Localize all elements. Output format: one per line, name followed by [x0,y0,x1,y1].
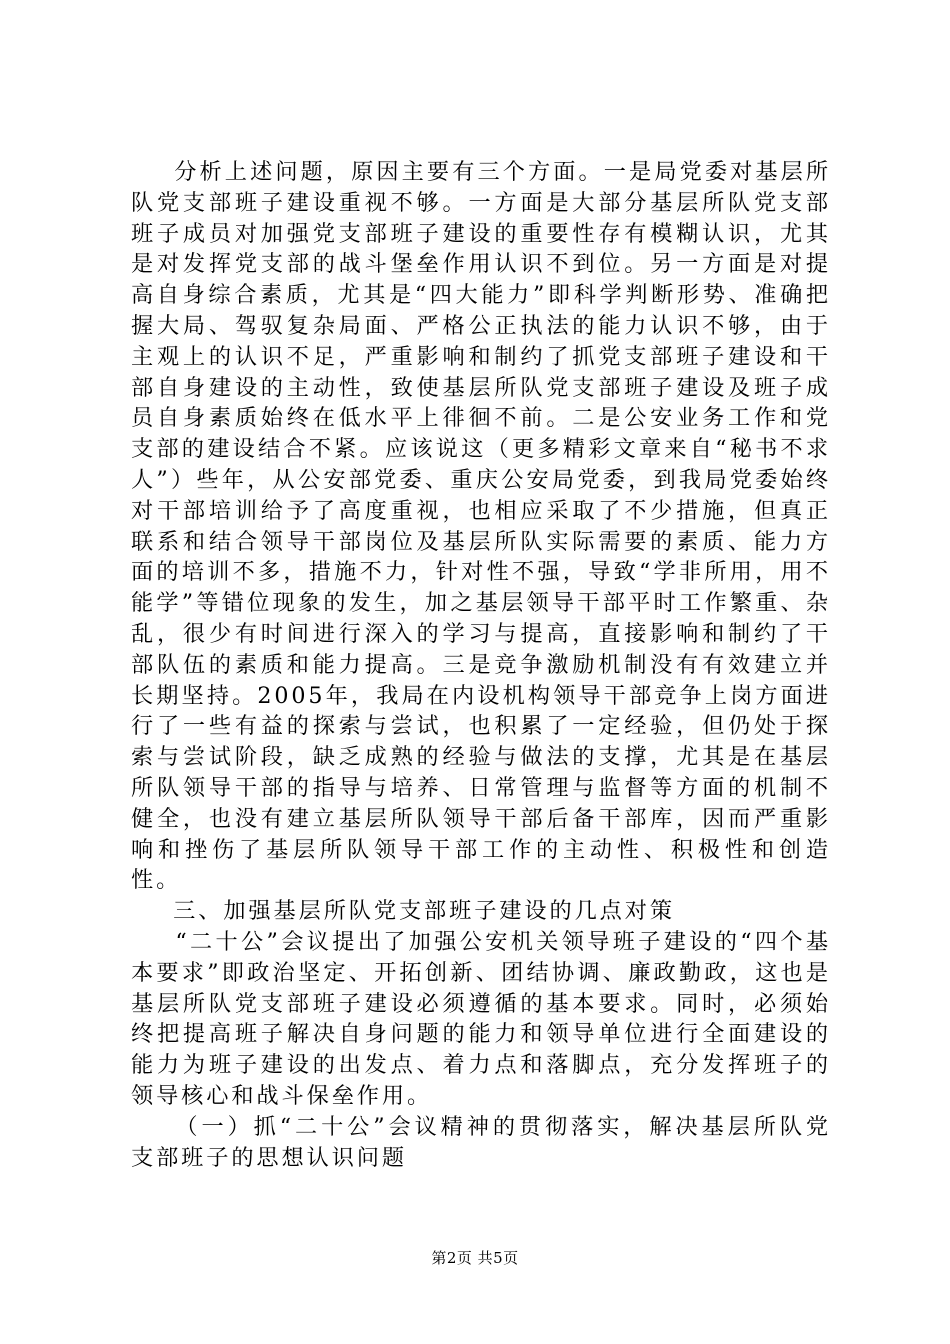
document-body [131,157,831,1173]
analysis-paragraph: 分析上述问题，原因主要有三个方面。一是局党委对基层所队党支部班子建设重视不够。一方面是大部分基层所队党支部班子成员对加强党支部班子建设的重要性存有模糊认识，尤其是对发挥党支部的战斗堡垒作用认识不到位。另一方面是对提高自身综合素质，尤其是“四大能力”即科学判断形势、准确把握大局、驾驭复杂局面、严格公正执法的能力认识不够，由于主观上的认识不足，严重影响和制约了抓党支部班子建设和干部自身建设的主动性，致使基层所队党支部班子建设及班子成员自身素质始终在低水平上徘徊不前。二是公安业务工作和党支部的建设结合不紧。应该说这（更多精彩文章来自“秘书不求人”）些年，从公安部党委、重庆公安局党委，到我局党委始终对干部培训给予了高度重视，也相应采取了不少措施，但真正联系和结合领导干部岗位及基层所队实际需要的素质、能力方面的培训不多，措施不力，针对性不强，导致“学非所用，用不能学”等错位现象的发生，加之基层领导干部平时工作繁重、杂乱，很少有时间进行深入的学习与提高，直接影响和制约了干部队伍的素质和能力提高。三是竞争激励机制没有有效建立并长期坚持。2005年，我局在内设机构领导干部竞争上岗方面进行了一些有益的探索与尝试，也积累了一定经验，但仍处于探索与尝试阶段，缺乏成熟的经验与做法的支撑，尤其是在基层所队领导干部的指导与培养、日常管理与监督等方面的机制不健全，也没有建立基层所队领导干部后备干部库，因而严重影响和挫伤了基层所队领导干部工作的主动性、积极性和创造性。 [131,159,831,894]
section-heading: 三、加强基层所队党支部班子建设的几点对策 [173,898,675,925]
page-number: 第2页 共5页 [431,1249,519,1267]
subsection-heading: （一）抓“二十公”会议精神的贯彻落实，解决基层所队党支部班子的思想认识问题 [131,1113,831,1171]
requirements-paragraph: “二十公”会议提出了加强公安机关领导班子建设的“四个基本要求”即政治坚定、开拓创新、团结协调、廉政勤政，这也是基层所队党支部班子建设必须遵循的基本要求。同时，必须始终把提高班子解决自身问题的能力和领导单位进行全面建设的能力为班子建设的出发点、着力点和落脚点，充分发挥班子的领导核心和战斗保垒作用。 [131,928,831,1109]
